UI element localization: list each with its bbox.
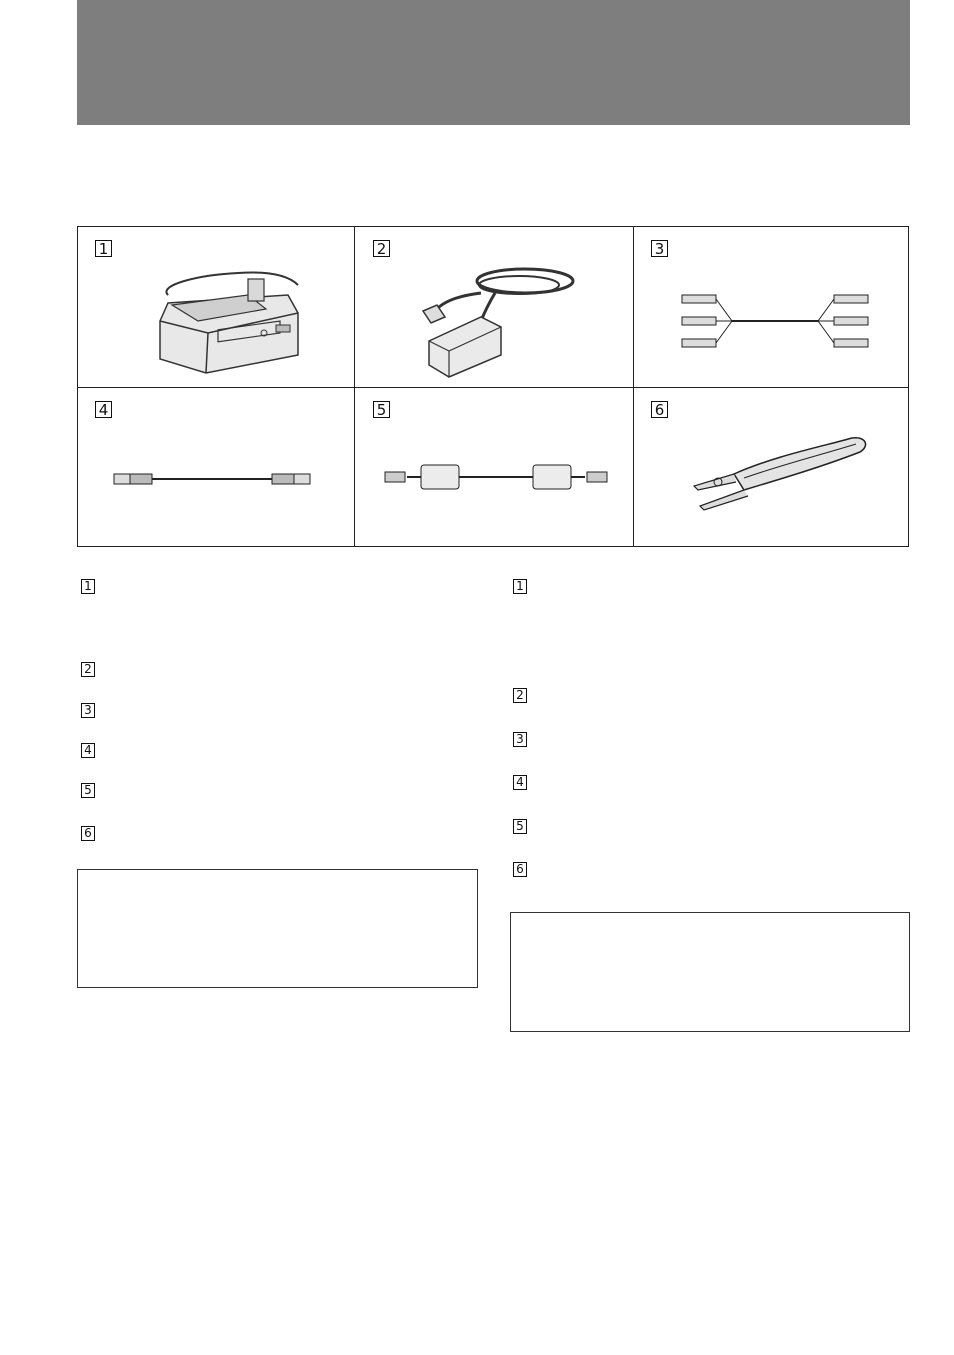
list-item-number: 3	[513, 732, 527, 747]
accessory-number: 6	[651, 401, 668, 418]
list-item-number: 5	[513, 819, 527, 834]
accessory-cell-2	[355, 227, 633, 387]
list-item-number: 6	[513, 862, 527, 877]
accessory-number: 1	[95, 240, 112, 257]
accessory-number: 4	[95, 401, 112, 418]
accessory-cell-6	[634, 388, 910, 546]
list-item-number: 1	[81, 579, 95, 594]
battery-charger-icon	[138, 255, 308, 375]
av-connecting-cable-icon	[676, 289, 876, 349]
list-item-number: 2	[81, 662, 95, 677]
list-item-number: 6	[81, 826, 95, 841]
accessory-cell-4	[78, 388, 354, 546]
s-video-cable-icon	[112, 470, 312, 490]
list-item-number: 4	[513, 775, 527, 790]
list-item-number: 4	[81, 743, 95, 758]
shoulder-strap-icon	[674, 432, 874, 512]
list-item-number: 3	[81, 703, 95, 718]
lanc-cable-icon	[383, 462, 609, 492]
accessories-grid	[77, 226, 909, 547]
header-band	[77, 0, 910, 125]
accessory-number: 3	[651, 240, 668, 257]
list-item-number: 1	[513, 579, 527, 594]
accessory-cell-5	[355, 388, 633, 546]
left-note-box	[77, 869, 478, 988]
list-item-number: 5	[81, 783, 95, 798]
dc-connecting-cord-icon	[415, 259, 575, 379]
list-item-number: 2	[513, 688, 527, 703]
right-note-box	[510, 912, 910, 1032]
accessory-cell-3	[634, 227, 910, 387]
accessory-number: 5	[373, 401, 390, 418]
accessory-cell-1	[78, 227, 354, 387]
accessory-number: 2	[373, 240, 390, 257]
